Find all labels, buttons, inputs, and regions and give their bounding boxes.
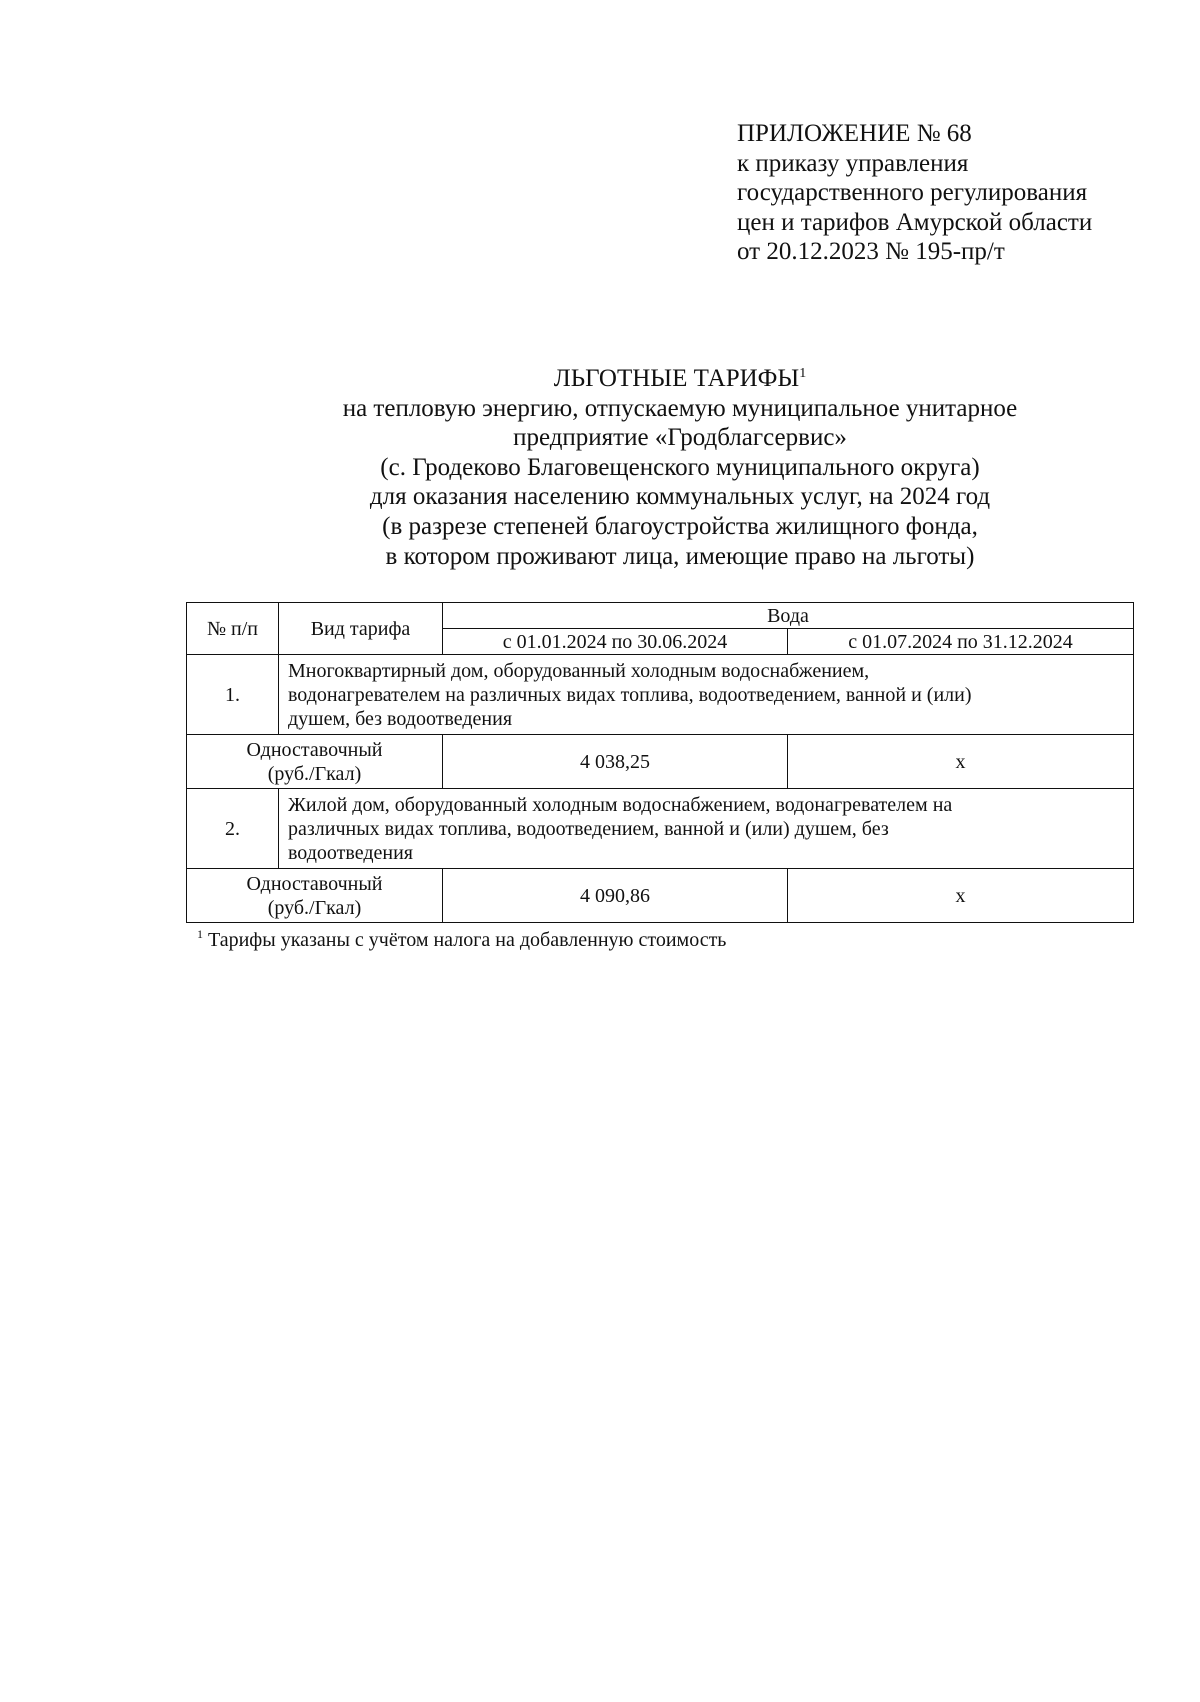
footnote xyxy=(197,928,726,952)
appendix-block xyxy=(737,119,1092,267)
rate-label: Одноставочный (руб./Гкал) xyxy=(187,869,443,923)
table-row xyxy=(187,789,1134,869)
table-row xyxy=(187,655,1134,735)
appendix-order-date: от 20.12.2023 № 195-пр/т xyxy=(737,238,1005,265)
table-row xyxy=(187,869,1134,923)
section-number: 2. xyxy=(187,789,279,869)
table-row xyxy=(187,735,1134,789)
footnote-text: Тарифы указаны с учётом налога на добавленную стоимость xyxy=(203,929,727,951)
rate-label: Одноставочный (руб./Гкал) xyxy=(187,735,443,789)
title-line: (в разрезе степеней благоустройства жилищного фонда, xyxy=(382,512,978,540)
document-title xyxy=(180,364,1180,571)
tariff-value-period-2: x xyxy=(788,735,1134,789)
footnote-mark: 1 xyxy=(197,927,203,941)
tariff-value-period-1: 4 090,86 xyxy=(443,869,788,923)
footnote-mark: 1 xyxy=(799,366,807,381)
tariff-table xyxy=(186,602,1134,923)
title-line: на тепловую энергию, отпускаемую муниципальное унитарное xyxy=(342,394,1018,422)
section-description: Жилой дом, оборудованный холодным водоснабжением, водонагревателем на различных видах топлива, водоотведением, ванной и (или) душем, без водоотведения xyxy=(279,789,1134,869)
tariff-value-period-1: 4 038,25 xyxy=(443,735,788,789)
title-line: в котором проживают лица, имеющие право на льготы) xyxy=(385,542,975,570)
header-num: № п/п xyxy=(187,603,279,655)
title-line: предприятие «Гродблагсервис» xyxy=(513,424,847,452)
header-period-1: с 01.01.2024 по 30.06.2024 xyxy=(443,629,788,655)
section-description: Многоквартирный дом, оборудованный холодным водоснабжением, водонагревателем на различных видах топлива, водоотведением, ванной и (или) душем, без водоотведения xyxy=(279,655,1134,735)
header-water: Вода xyxy=(443,603,1134,629)
header-period-2: с 01.07.2024 по 31.12.2024 xyxy=(788,629,1134,655)
section-number: 1. xyxy=(187,655,279,735)
appendix-line: государственного регулирования xyxy=(737,179,1088,206)
appendix-line: цен и тарифов Амурской области xyxy=(737,208,1093,236)
appendix-number: ПРИЛОЖЕНИЕ № 68 xyxy=(737,120,972,147)
title-line: (с. Гродеково Благовещенского муниципального округа) xyxy=(380,453,980,481)
header-tariff-kind: Вид тарифа xyxy=(279,603,443,655)
table-header-row xyxy=(187,603,1134,629)
appendix-line: к приказу управления xyxy=(737,149,969,177)
title-heading: ЛЬГОТНЫЕ ТАРИФЫ$^1$ xyxy=(553,365,807,392)
title-line: для оказания населению коммунальных услуг, на 2024 год xyxy=(369,483,991,511)
tariff-value-period-2: x xyxy=(788,869,1134,923)
